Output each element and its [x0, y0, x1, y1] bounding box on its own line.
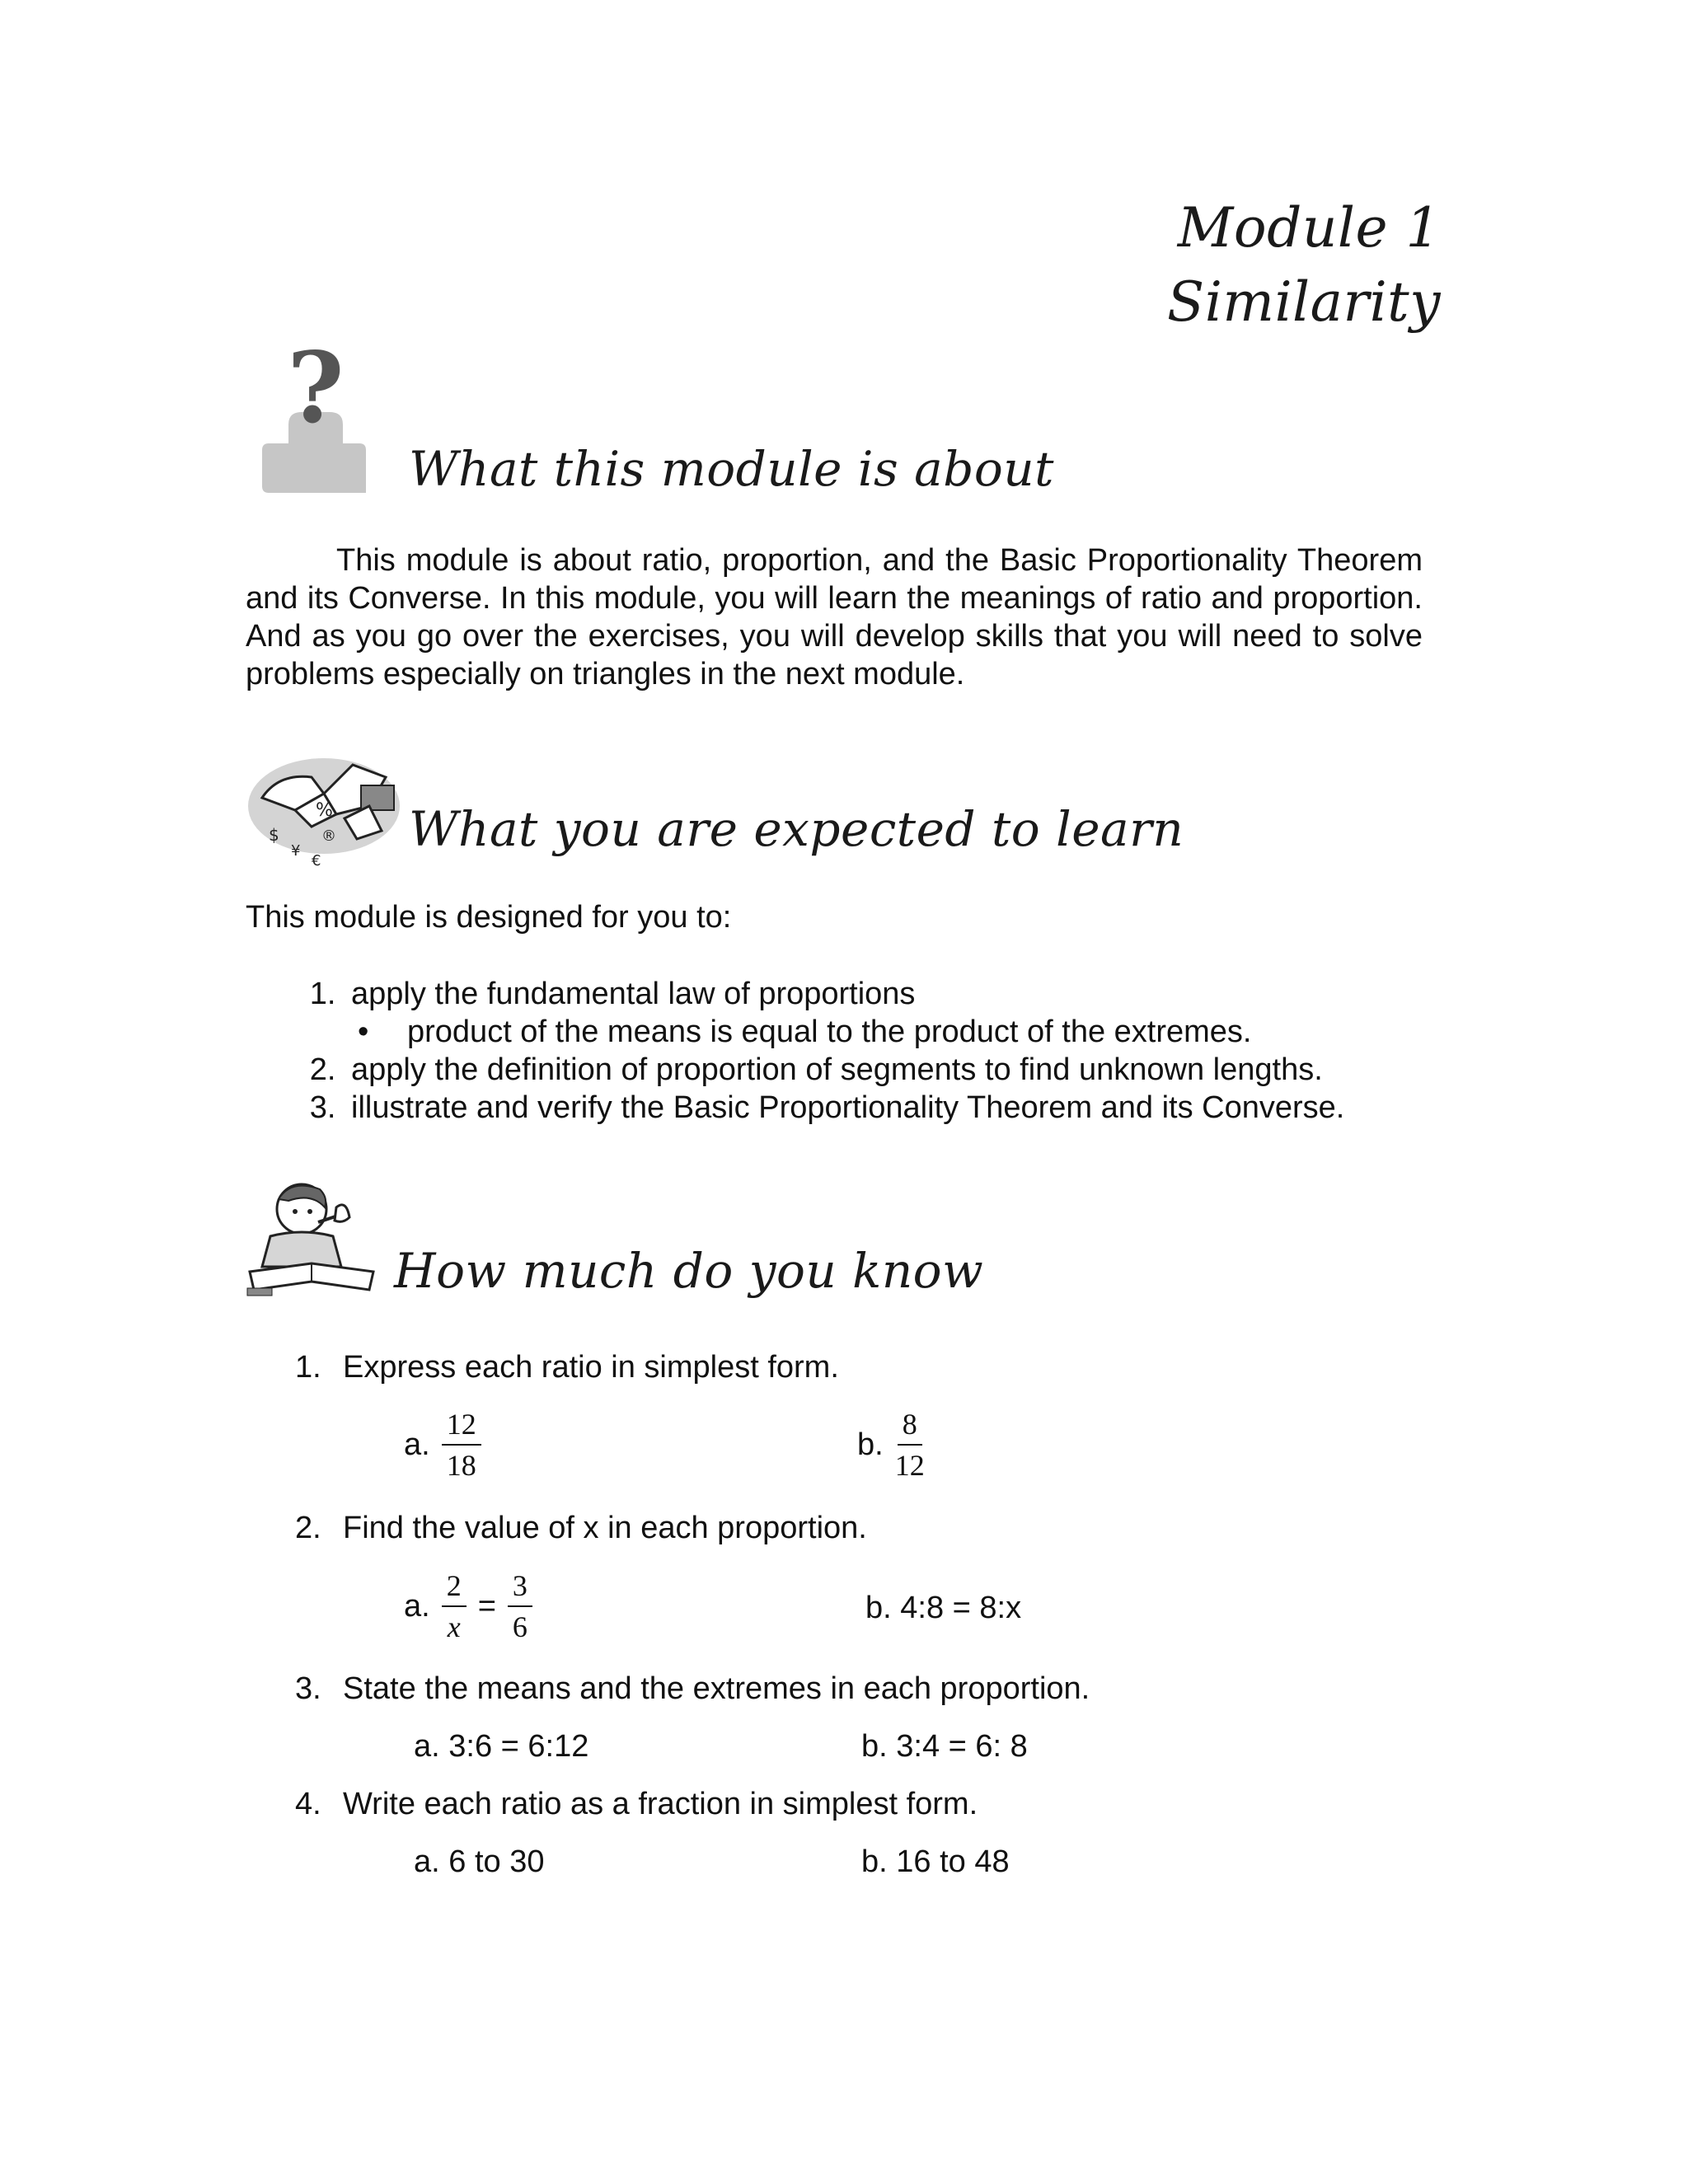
q4-option-a: a. 6 to 30: [414, 1844, 545, 1879]
svg-text:%: %: [316, 800, 333, 821]
question-1: 1. Express each ratio in simplest form.: [295, 1350, 839, 1385]
goal-item: 2. apply the definition of proportion of segments to find unknown lengths.: [345, 1051, 1540, 1089]
section-title-about: What this module is about: [409, 441, 1054, 497]
goal-text: apply the fundamental law of proportions: [351, 977, 916, 1011]
fraction: $\frac{12}{18}$: [442, 1408, 481, 1482]
question-text: Find the value of x in each proportion.: [343, 1511, 867, 1545]
hands-money-icon: [246, 748, 402, 872]
section-title-expected: What you are expected to learn: [409, 801, 1184, 857]
q3-option-b: b. 3:4 = 6: 8: [861, 1729, 1028, 1764]
goal-item: 3. illustrate and verify the Basic Proportionality Theorem and its Converse.: [345, 1089, 1540, 1127]
goal-subitem: • product of the means is equal to the product of the extremes.: [401, 1013, 1540, 1051]
expected-intro: This module is designed for you to:: [246, 900, 732, 935]
fraction: $\frac{3}{6}$: [508, 1569, 532, 1643]
thinking-student-icon: [246, 1174, 377, 1298]
svg-text:®: ®: [321, 827, 336, 845]
q2-option-a: a. $\frac{2}{x}$ = $\frac{3}{6}$: [404, 1569, 532, 1643]
module-number: Module 1: [1177, 196, 1441, 260]
q4-option-b: b. 16 to 48: [861, 1844, 1010, 1879]
q1-option-a: a. $\frac{12}{18}$: [404, 1408, 481, 1482]
goal-item: [345, 975, 1540, 1051]
question-text: Express each ratio in simplest form.: [343, 1350, 839, 1385]
svg-text:¥: ¥: [291, 842, 301, 860]
module-name: Similarity: [1167, 270, 1441, 334]
fraction: $\frac{2}{x}$: [442, 1569, 467, 1643]
goals-list: [246, 975, 1540, 1127]
question-4: 4. Write each ratio as a fraction in simplest form.: [295, 1787, 978, 1821]
section-title-know: How much do you know: [394, 1243, 984, 1299]
question-2: 2. Find the value of x in each proportion.: [295, 1511, 867, 1545]
svg-text:$: $: [269, 825, 279, 845]
q1-option-b: b. $\frac{8}{12}$: [857, 1408, 925, 1482]
module-title: [1167, 191, 1441, 340]
q3-option-a: a. 3:6 = 6:12: [414, 1729, 589, 1764]
question-3: 3. State the means and the extremes in each proportion.: [295, 1671, 1090, 1706]
fraction: $\frac{8}{12}$: [894, 1408, 925, 1482]
about-paragraph: This module is about ratio, proportion, and the Basic Proportionality Theorem and its Converse. In this module, you will learn the meanings of ratio and proportion. And as you go over the exercises, you will develop skills that you will need to solve problems especially on triangles in the next module.: [246, 543, 1423, 691]
svg-text:?: ?: [287, 346, 345, 445]
svg-text:€: €: [312, 852, 321, 869]
question-text: Write each ratio as a fraction in simplest form.: [343, 1787, 978, 1821]
question-text: State the means and the extremes in each proportion.: [343, 1671, 1090, 1706]
q2-option-b: b. 4:8 = 8:x: [865, 1591, 1022, 1625]
question-mark-icon: [262, 346, 369, 499]
